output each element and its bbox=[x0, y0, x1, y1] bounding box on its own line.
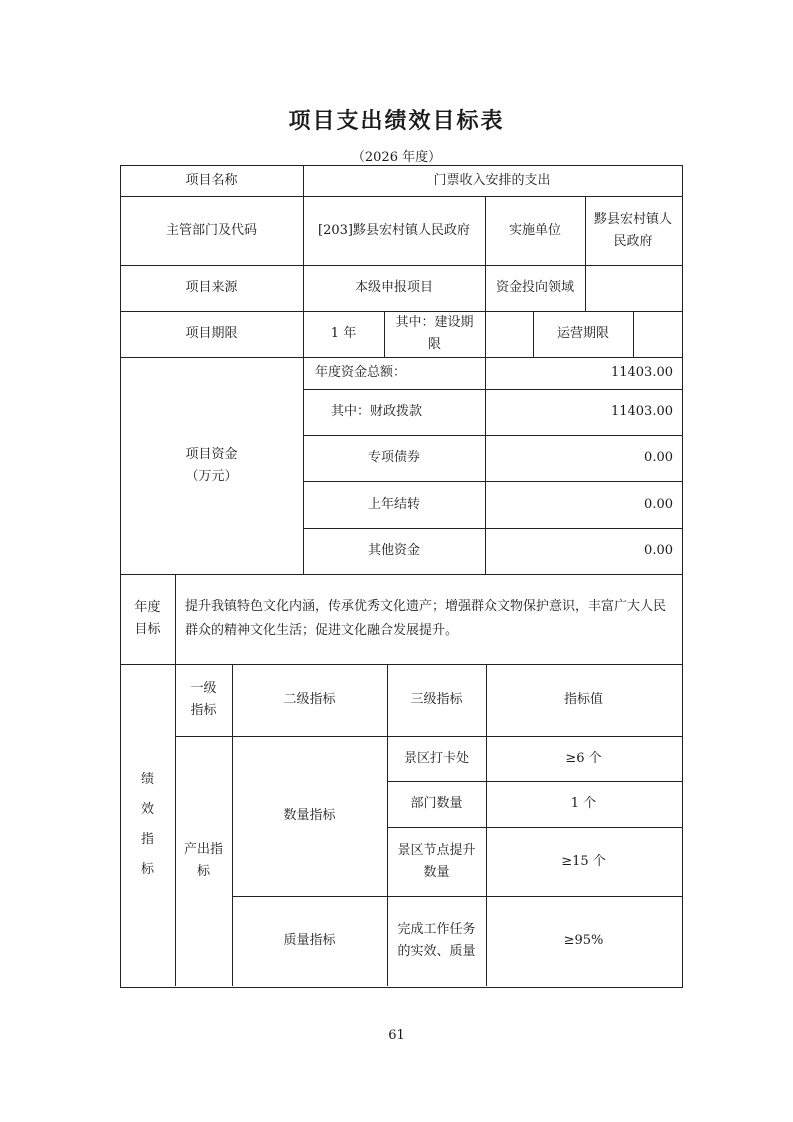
level1-header: 一级指标 bbox=[190, 681, 217, 718]
fund-row-value: 11403.00 bbox=[610, 404, 673, 419]
level1-header-cell bbox=[175, 664, 232, 736]
level1-output-cell bbox=[175, 736, 232, 986]
project-name-label: 项目名称 bbox=[185, 172, 238, 188]
fund-row-value: 11403.00 bbox=[610, 365, 673, 380]
implementing-unit-value: 黟县宏村镇人民政府 bbox=[593, 211, 672, 249]
fiscal-year: （2026 年度） bbox=[351, 150, 442, 165]
level3-item: 景区打卡处 bbox=[403, 750, 469, 766]
annual-goal-text: 提升我镇特色文化内涵，传承优秀文化遗产；增强群众文物保护意识，丰富广大人民群众的精神文化生活；促进文化融合发展提升。 bbox=[185, 599, 667, 638]
level3-item: 完成工作任务的实效、质量 bbox=[397, 922, 476, 959]
level2-header: 二级指标 bbox=[283, 692, 336, 707]
level1-output: 产出指标 bbox=[183, 842, 223, 879]
fund-row-label: 上年结转 bbox=[367, 496, 420, 512]
fund-row-value: 0.00 bbox=[644, 543, 673, 558]
fund-row-value: 0.00 bbox=[644, 496, 673, 512]
page-title: 项目支出绩效目标表 bbox=[288, 109, 505, 134]
indicators-label-cell bbox=[120, 664, 175, 986]
implementing-unit-label: 实施单位 bbox=[508, 222, 561, 238]
indicator-value: ≥15 个 bbox=[561, 853, 606, 869]
department-label: 主管部门及代码 bbox=[165, 222, 257, 238]
fund-field-value bbox=[585, 265, 681, 311]
project-funds-label-cell bbox=[120, 357, 303, 574]
ops-period-label: 运营期限 bbox=[556, 326, 609, 341]
indicator-value: ≥95% bbox=[563, 933, 604, 948]
project-period-value: 1 年 bbox=[330, 326, 357, 341]
ops-period-value bbox=[633, 311, 681, 357]
fund-field-label: 资金投向领域 bbox=[495, 280, 574, 295]
department-value: [203]黟县宏村镇人民政府 bbox=[318, 222, 470, 238]
build-period-label: 其中：建设期限 bbox=[395, 315, 474, 352]
level3-item: 景区节点提升数量 bbox=[397, 842, 476, 880]
annual-goal-label-cell bbox=[120, 574, 175, 664]
level3-item: 部门数量 bbox=[410, 796, 463, 811]
project-funds-unit: （万元） bbox=[185, 468, 238, 484]
project-funds-label: 项目资金 bbox=[185, 446, 238, 462]
fund-row-label: 其他资金 bbox=[367, 543, 420, 558]
page-number: 61 bbox=[388, 1028, 405, 1043]
indicator-value: 1 个 bbox=[570, 796, 597, 811]
indicator-value: ≥6 个 bbox=[565, 750, 602, 766]
level2-quality: 质量指标 bbox=[283, 933, 336, 948]
fund-row-label: 专项债券 bbox=[367, 450, 420, 465]
value-header: 指标值 bbox=[563, 692, 603, 707]
build-period-value bbox=[485, 311, 533, 357]
project-period-label: 项目期限 bbox=[185, 326, 238, 341]
fund-row-label: 其中：财政拨款 bbox=[331, 404, 423, 419]
project-source-value: 本级申报项目 bbox=[354, 280, 433, 295]
project-source-label: 项目来源 bbox=[185, 280, 238, 295]
fund-row-label: 年度资金总额： bbox=[315, 365, 407, 380]
level2-quantity: 数量指标 bbox=[283, 808, 336, 823]
project-name-value: 门票收入安排的支出 bbox=[433, 172, 551, 188]
level3-header: 三级指标 bbox=[410, 692, 463, 707]
indicators-label: 绩效指标 bbox=[140, 772, 154, 877]
annual-goal-label: 年度目标 bbox=[134, 600, 161, 637]
fund-row-value: 0.00 bbox=[644, 450, 673, 465]
